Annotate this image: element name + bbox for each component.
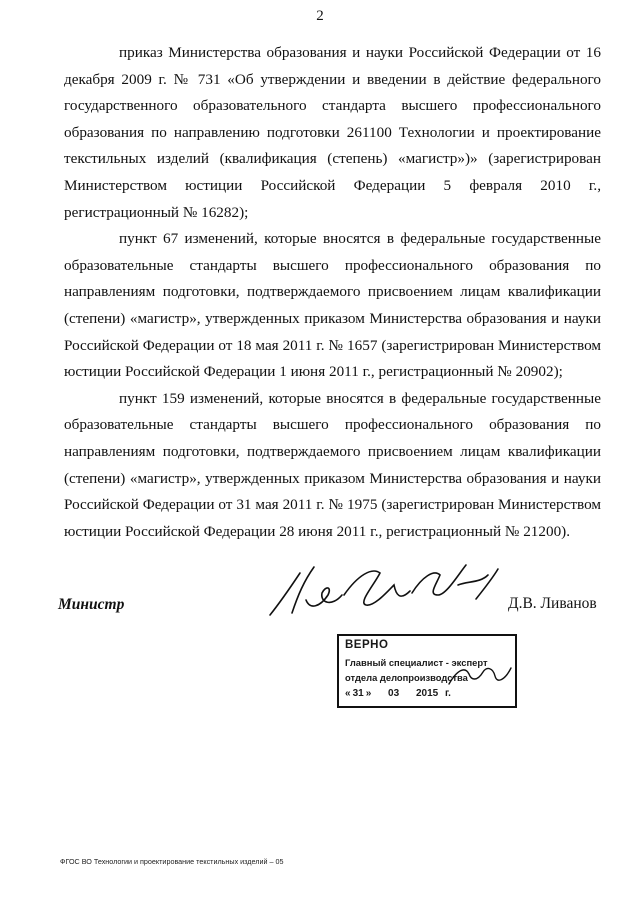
stamp-date-year-prefix: 20 bbox=[415, 688, 428, 699]
document-body bbox=[64, 40, 601, 545]
stamp-date-year-mark: г. bbox=[444, 688, 451, 699]
paragraph-order-731: приказ Министерства образования и науки Российской Федерации от 16 декабря 2009 г. № 731 «Об утверждении и введении в действие федерального государственного образовательного стандарта высшего профессионального образования по направлению подготовки 261100 Технологии и проектирование текстильных изделий (квалификация (степень) «магистр»)» (зарегистрирован Министерством юстиции Российской Федерации 5 февраля 2010 г., регистрационный № 16282); bbox=[64, 44, 601, 221]
page-number: 2 bbox=[316, 8, 324, 24]
stamp-handwritten-signature bbox=[447, 660, 513, 690]
stamp-title: ВЕРНО bbox=[345, 639, 389, 651]
document-footer: ФГОС ВО Технологии и проектирование текстильных изделий – 05 bbox=[60, 857, 284, 866]
paragraph-item-67: пункт 67 изменений, которые вносятся в федеральные государственные образовательные стандарты высшего профессионального образования по направлениям подготовки, подтверждаемого присвоением лицам квалификации (степени) «магистр», утвержденных приказом Министерства образования и науки Российской Федерации от 18 мая 2011 г. № 1657 (зарегистрирован Министерством юстиции Российской Федерации 1 июня 2011 г., регистрационный № 20902); bbox=[64, 230, 601, 381]
stamp-date bbox=[345, 688, 451, 699]
minister-title: Министр bbox=[58, 596, 125, 613]
minister-name: Д.В. Ливанов bbox=[508, 595, 597, 612]
handwritten-signature bbox=[262, 555, 512, 625]
verification-stamp bbox=[337, 634, 517, 708]
stamp-date-open-quote: « bbox=[345, 688, 351, 699]
stamp-position: Главный специалист - эксперт bbox=[345, 657, 488, 668]
stamp-date-month: 03 bbox=[388, 688, 400, 699]
stamp-date-year-suffix: 15 bbox=[427, 688, 439, 699]
paragraph-item-159: пункт 159 изменений, которые вносятся в федеральные государственные образовательные стандарты высшего профессионального образования по направлениям подготовки, подтверждаемого присвоением лицам квалификации (степени) «магистр», утвержденных приказом Министерства образования и науки Российской Федерации от 31 мая 2011 г. № 1975 (зарегистрирован Министерством юстиции Российской Федерации 28 июня 2011 г., регистрационный № 21200). bbox=[64, 389, 601, 540]
stamp-date-close-quote: » bbox=[365, 688, 372, 699]
stamp-department: отдела делопроизводства bbox=[345, 672, 468, 683]
stamp-date-day: 31 bbox=[352, 688, 364, 699]
